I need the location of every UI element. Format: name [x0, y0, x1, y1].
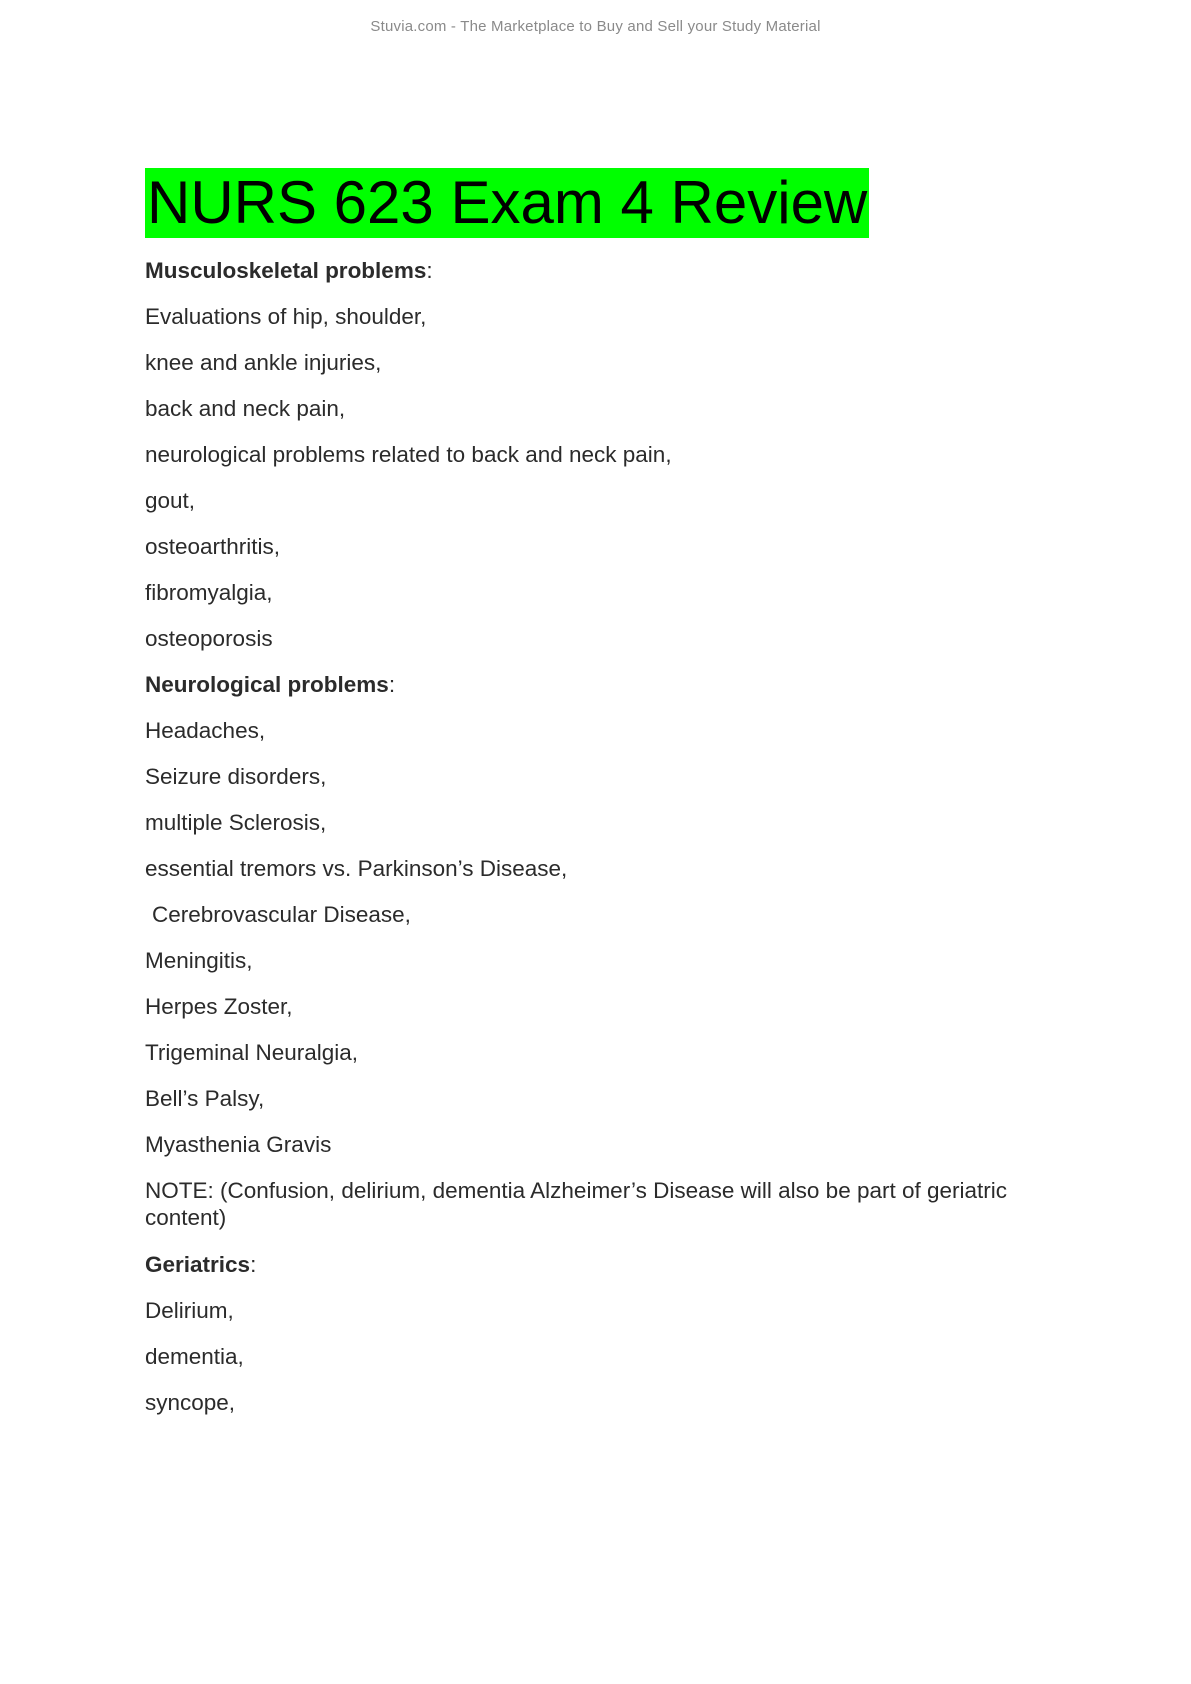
- list-item: gout,: [145, 488, 196, 513]
- list-item: Bell’s Palsy,: [145, 1086, 265, 1111]
- list-item: Evaluations of hip, shoulder,: [145, 304, 427, 329]
- list-item: Delirium,: [145, 1298, 234, 1323]
- note-paragraph: NOTE: (Confusion, delirium, dementia Alzheimer’s Disease will also be part of geriatric content): [145, 1178, 1008, 1230]
- section-heading-musculoskeletal: [145, 257, 1085, 303]
- watermark-text: Stuvia.com - The Marketplace to Buy and Sell your Study Material: [370, 18, 821, 35]
- list-item: osteoporosis: [145, 626, 273, 651]
- list-item: Headaches,: [145, 718, 266, 743]
- section-heading-text: Geriatrics: [145, 1252, 251, 1277]
- list-item: multiple Sclerosis,: [145, 810, 327, 835]
- list-item: essential tremors vs. Parkinson’s Disease,: [145, 856, 568, 881]
- list-item: Myasthenia Gravis: [145, 1132, 332, 1157]
- document-title: NURS 623 Exam 4 Review: [147, 169, 868, 236]
- section-heading-geriatrics: [145, 1251, 1085, 1297]
- list-item: Herpes Zoster,: [145, 994, 293, 1019]
- list-item: Cerebrovascular Disease,: [152, 902, 411, 927]
- list-item: back and neck pain,: [145, 396, 346, 421]
- heading-colon: :: [388, 672, 396, 697]
- section-heading-text: Neurological problems: [145, 672, 389, 697]
- list-item: syncope,: [145, 1390, 236, 1415]
- section-heading-neurological: [145, 671, 1085, 717]
- list-item: Seizure disorders,: [145, 764, 327, 789]
- list-item: fibromyalgia,: [145, 580, 273, 605]
- list-item: knee and ankle injuries,: [145, 350, 382, 375]
- list-item: dementia,: [145, 1344, 244, 1369]
- list-item: Meningitis,: [145, 948, 253, 973]
- heading-colon: :: [426, 258, 433, 283]
- section-heading-text: Musculoskeletal problems: [145, 258, 427, 283]
- list-item: neurological problems related to back and neck pain,: [145, 442, 672, 467]
- list-item: Trigeminal Neuralgia,: [145, 1040, 359, 1065]
- heading-colon: :: [250, 1252, 257, 1277]
- list-item: osteoarthritis,: [145, 534, 281, 559]
- document-body: [145, 257, 1085, 1435]
